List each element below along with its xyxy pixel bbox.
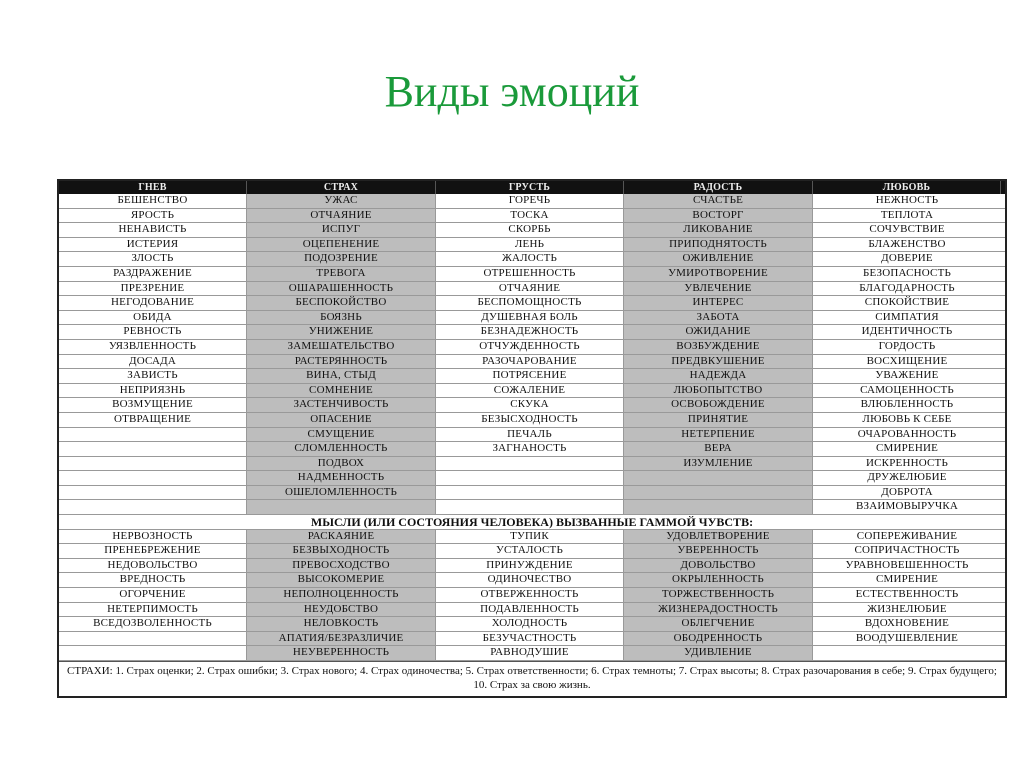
table-cell: ПОДОЗРЕНИЕ [247,252,436,266]
table-cell: ПРЕЗРЕНИЕ [59,282,247,296]
table-cell: ПРИНЯТИЕ [624,413,813,427]
table-cell: ОБИДА [59,311,247,325]
table-cell: БЕЗУЧАСТНОСТЬ [436,632,624,646]
table-cell: ПОДВОХ [247,457,436,471]
table-cell: СКУКА [436,398,624,412]
table-row [59,355,1005,370]
table-cell [436,500,624,514]
table-cell: ИСКРЕННОСТЬ [866,456,948,469]
table-cell: РАСКАЯНИЕ [247,530,436,544]
table-cell: ИСПУГ [247,223,436,237]
table-row [59,223,1005,238]
table-cell [624,500,813,514]
table-cell [624,486,813,500]
table-cell: ТРЕВОГА [247,267,436,281]
table-cell: УСТАЛОСТЬ [436,544,624,558]
table-cell: СОПРИЧАСТНОСТЬ [854,544,960,557]
table-cell: ИНТЕРЕС [624,296,813,310]
table-cell: ЛЮБОВЬ К СЕБЕ [862,412,952,425]
table-cell: ОСВОБОЖДЕНИЕ [624,398,813,412]
table-cell: ИДЕНТИЧНОСТЬ [861,325,953,338]
table-row [59,500,1005,515]
table-cell [813,646,1001,660]
table-cell: УВАЖЕНИЕ [875,369,939,382]
table-cell: ВЫСОКОМЕРИЕ [247,573,436,587]
column-header: ГРУСТЬ [436,181,624,194]
table-cell: НЕТЕРПИМОСТЬ [59,603,247,617]
table-cell: РЕВНОСТЬ [59,325,247,339]
table-cell [59,500,247,514]
table-row [59,296,1005,311]
table-cell: ОЖИДАНИЕ [624,325,813,339]
table-row [59,457,1005,472]
table-cell: САМОЦЕННОСТЬ [860,383,954,396]
table-cell: ВЕРА [624,442,813,456]
table-cell: ОПАСЕНИЕ [247,413,436,427]
table-row [59,282,1005,297]
table-cell: ВРЕДНОСТЬ [59,573,247,587]
table-cell: ДОВЕРИЕ [881,252,933,265]
table-cell: ОТЧАЯНИЕ [436,282,624,296]
table-cell [59,428,247,442]
table-cell: РАЗОЧАРОВАНИЕ [436,355,624,369]
table-row [59,559,1005,574]
table-row [59,413,1005,428]
table-cell: ОБЛЕГЧЕНИЕ [624,617,813,631]
table-cell: БЛАЖЕНСТВО [868,237,946,250]
table-cell: УМИРОТВОРЕНИЕ [624,267,813,281]
table-cell: ЯРОСТЬ [59,209,247,223]
table-cell: НАДЕЖДА [624,369,813,383]
table-cell: СМИРЕНИЕ [875,573,939,586]
table-cell: СОМНЕНИЕ [247,384,436,398]
table-cell: ВОСХИЩЕНИЕ [866,354,948,367]
table-cell: ДУШЕВНАЯ БОЛЬ [436,311,624,325]
table-cell: РАВНОДУШИЕ [436,646,624,660]
table-cell: НЕТЕРПЕНИЕ [624,428,813,442]
table-cell: СКОРБЬ [436,223,624,237]
table-cell: УЯЗВЛЕННОСТЬ [59,340,247,354]
table-header-row [59,181,1005,194]
table-cell: ПРЕДВКУШЕНИЕ [624,355,813,369]
table-cell: ОТВРАЩЕНИЕ [59,413,247,427]
table-row [59,369,1005,384]
table-cell: РАЗДРАЖЕНИЕ [59,267,247,281]
table-cell [59,632,247,646]
table-row [59,617,1005,632]
table-row [59,544,1005,559]
table-row [59,573,1005,588]
table-row [59,588,1005,603]
table-row [59,325,1005,340]
table-row [59,238,1005,253]
table-cell: СМУЩЕНИЕ [247,428,436,442]
table-cell: НЕДОВОЛЬСТВО [59,559,247,573]
table-row [59,340,1005,355]
table-cell: ДОВОЛЬСТВО [624,559,813,573]
table-cell: НЕПРИЯЗНЬ [59,384,247,398]
table-cell: ЗАСТЕНЧИВОСТЬ [247,398,436,412]
table-cell: УВЕРЕННОСТЬ [624,544,813,558]
table-cell: ПЕЧАЛЬ [436,428,624,442]
table-cell: ЕСТЕСТВЕННОСТЬ [855,588,959,601]
table-cell: ПРИПОДНЯТОСТЬ [624,238,813,252]
table-cell: УЖАС [247,194,436,208]
table-cell: НЕРВОЗНОСТЬ [59,530,247,544]
table-cell: УДОВЛЕТВОРЕНИЕ [624,530,813,544]
table-cell: НЕУВЕРЕННОСТЬ [247,646,436,660]
table-cell: АПАТИЯ/БЕЗРАЗЛИЧИЕ [247,632,436,646]
table-cell: ЖАЛОСТЬ [436,252,624,266]
table-row [59,398,1005,413]
table-cell: ОТЧУЖДЕННОСТЬ [436,340,624,354]
table-cell: ЗЛОСТЬ [59,252,247,266]
table-cell: ПОТРЯСЕНИЕ [436,369,624,383]
table-cell: ЗАМЕШАТЕЛЬСТВО [247,340,436,354]
table-cell: ОЖИВЛЕНИЕ [624,252,813,266]
table-row [59,646,1005,661]
table-cell: НАДМЕННОСТЬ [247,471,436,485]
column-header: СТРАХ [247,181,436,194]
table-cell: ОЧАРОВАННОСТЬ [857,427,957,440]
table-cell: ХОЛОДНОСТЬ [436,617,624,631]
table-cell: ВООДУШЕВЛЕНИЕ [855,631,959,644]
table-row [59,486,1005,501]
table-cell: ОЦЕПЕНЕНИЕ [247,238,436,252]
table-row [59,632,1005,647]
table-cell: СОЖАЛЕНИЕ [436,384,624,398]
table-cell [59,457,247,471]
table-cell: УДИВЛЕНИЕ [624,646,813,660]
table-cell: ВЗАИМОВЫРУЧКА [855,500,959,513]
table-cell: БЕЗОПАСНОСТЬ [862,266,952,279]
table-cell: НЕНАВИСТЬ [59,223,247,237]
table-row [59,530,1005,545]
table-cell: ТУПИК [436,530,624,544]
table-cell: ПОДАВЛЕННОСТЬ [436,603,624,617]
table-cell [624,471,813,485]
table-cell: ОКРЫЛЕННОСТЬ [624,573,813,587]
table-cell: ЗАГНАНОСТЬ [436,442,624,456]
table-cell: БЛАГОДАРНОСТЬ [859,281,955,294]
table-cell: СЛОМЛЕННОСТЬ [247,442,436,456]
table-cell: БЕЗНАДЕЖНОСТЬ [436,325,624,339]
table-cell: БЕЗВЫХОДНОСТЬ [247,544,436,558]
table-cell: БЕСПОКОЙСТВО [247,296,436,310]
table-cell: УРАВНОВЕШЕННОСТЬ [845,558,969,571]
table-cell: ЗАБОТА [624,311,813,325]
table-cell: ОТРЕШЕННОСТЬ [436,267,624,281]
table-cell: СОЧУВСТВИЕ [869,223,945,236]
table-cell: ЛЕНЬ [436,238,624,252]
table-cell: ОШАРАШЕННОСТЬ [247,282,436,296]
table-cell: БОЯЗНЬ [247,311,436,325]
table-cell [59,486,247,500]
table-cell: ОТЧАЯНИЕ [247,209,436,223]
table-row [59,603,1005,618]
table-cell: ОБОДРЕННОСТЬ [624,632,813,646]
table-cell: ОГОРЧЕНИЕ [59,588,247,602]
table-cell: СИМПАТИЯ [875,310,939,323]
table-cell: НЕПОЛНОЦЕННОСТЬ [247,588,436,602]
table-cell: НЕГОДОВАНИЕ [59,296,247,310]
column-header: ЛЮБОВЬ [813,181,1001,194]
table-row [59,194,1005,209]
table-cell: ПРИНУЖДЕНИЕ [436,559,624,573]
table-cell [247,500,436,514]
table-row [59,442,1005,457]
table-cell: ТОРЖЕСТВЕННОСТЬ [624,588,813,602]
table-row [59,209,1005,224]
table-cell: НЕЖНОСТЬ [875,194,939,206]
table-cell [59,646,247,660]
table-cell: ЖИЗНЕЛЮБИЕ [867,602,947,615]
table-cell: СМИРЕНИЕ [875,442,939,455]
slide-title: Виды эмоций [384,67,640,116]
table-cell: ВСЕДОЗВОЛЕННОСТЬ [59,617,247,631]
table-cell: ОТВЕРЖЕННОСТЬ [436,588,624,602]
table-cell: ДОБРОТА [881,485,933,498]
table-cell: ЗАВИСТЬ [59,369,247,383]
table-cell: ВОСТОРГ [624,209,813,223]
table-cell: СОПЕРЕЖИВАНИЕ [856,529,958,542]
table-cell: ГОРДОСТЬ [878,339,936,352]
table-row [59,384,1005,399]
table-cell: ИЗУМЛЕНИЕ [624,457,813,471]
table-cell [59,471,247,485]
fears-footnote: СТРАХИ: 1. Страх оценки; 2. Страх ошибки; 3. Страх нового; 4. Страх одиночества; 5. Страх ответственности; 6. Страх темноты; 7. Страх высоты; 8. Страх разочарования в себе; 9. Страх будущего; 10. Страх за свою жизнь. [59,661,1005,696]
table-cell: ВОЗМУЩЕНИЕ [59,398,247,412]
table-cell: ВОЗБУЖДЕНИЕ [624,340,813,354]
table-cell: ЖИЗНЕРАДОСТНОСТЬ [624,603,813,617]
section-header: МЫСЛИ (ИЛИ СОСТОЯНИЯ ЧЕЛОВЕКА) ВЫЗВАННЫЕ ГАММОЙ ЧУВСТВ: [59,515,1005,530]
table-row [59,252,1005,267]
table-cell [436,457,624,471]
table-cell: РАСТЕРЯННОСТЬ [247,355,436,369]
table-cell: ДОСАДА [59,355,247,369]
table-cell: ТЕПЛОТА [880,208,934,221]
table-cell: ПРЕВОСХОДСТВО [247,559,436,573]
table-cell: ВЛЮБЛЕННОСТЬ [860,398,954,411]
table-cell [59,442,247,456]
table-cell: СЧАСТЬЕ [624,194,813,208]
table-row [59,267,1005,282]
table-cell: БЕСПОМОЩНОСТЬ [436,296,624,310]
table-cell [436,486,624,500]
table-cell: ВИНА, СТЫД [247,369,436,383]
table-cell: СПОКОЙСТВИЕ [864,296,950,309]
table-cell: ЛЮБОПЫТСТВО [624,384,813,398]
table-cell: ВДОХНОВЕНИЕ [864,617,950,630]
table-cell: УНИЖЕНИЕ [247,325,436,339]
table-cell: НЕЛОВКОСТЬ [247,617,436,631]
table-cell: ОДИНОЧЕСТВО [436,573,624,587]
emotions-table [57,179,1007,698]
table-cell: ЛИКОВАНИЕ [624,223,813,237]
table-cell: ГОРЕЧЬ [436,194,624,208]
table-cell: ДРУЖЕЛЮБИЕ [867,471,947,484]
column-header: ГНЕВ [59,181,247,194]
table-row [59,471,1005,486]
table-cell: ПРЕНЕБРЕЖЕНИЕ [59,544,247,558]
table-cell [436,471,624,485]
table-cell: ТОСКА [436,209,624,223]
table-cell: БЕШЕНСТВО [59,194,247,208]
table-cell: ОШЕЛОМЛЕННОСТЬ [247,486,436,500]
table-cell: УВЛЕЧЕНИЕ [624,282,813,296]
table-row [59,428,1005,443]
table-cell: БЕЗЫСХОДНОСТЬ [436,413,624,427]
column-header: РАДОСТЬ [624,181,813,194]
table-cell: НЕУДОБСТВО [247,603,436,617]
table-row [59,311,1005,326]
table-cell: ИСТЕРИЯ [59,238,247,252]
